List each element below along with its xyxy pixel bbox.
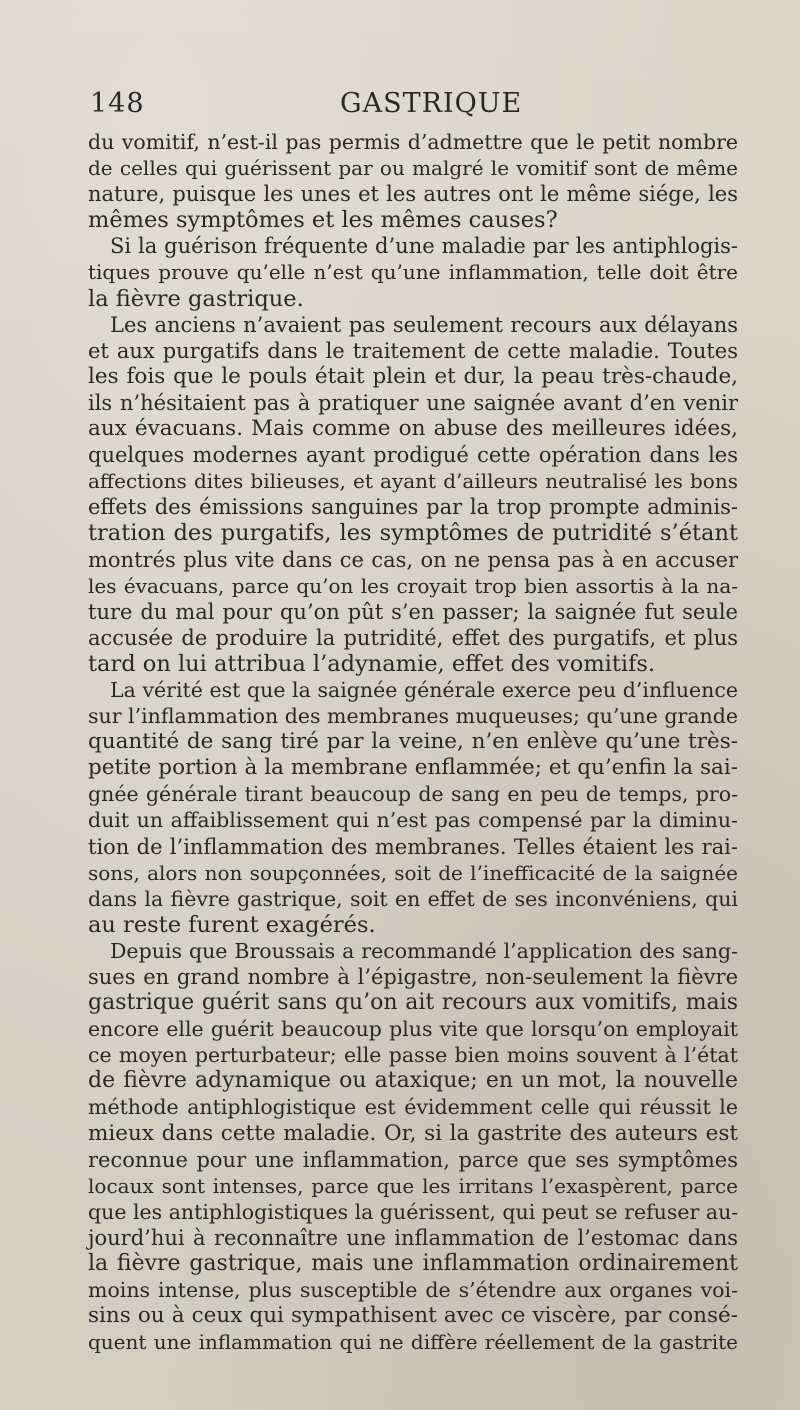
running-title: GASTRIQUE bbox=[340, 88, 523, 119]
text-line: accusée de produire la putridité, effet des purgatifs, et plus bbox=[88, 625, 738, 650]
text-line: effets des émissions sanguines par la trop prompte adminis- bbox=[88, 495, 738, 520]
text-line: reconnue pour une inflammation, parce que ses symptômes bbox=[88, 1147, 738, 1172]
text-line: nature, puisque les unes et les autres ont le même siége, les bbox=[88, 182, 738, 207]
text-line: méthode antiphlogistique est évidemment celle qui réussit le bbox=[88, 1095, 738, 1120]
running-head bbox=[80, 88, 740, 128]
text-line: quantité de sang tiré par la veine, n’en enlève qu’une très- bbox=[88, 729, 738, 755]
text-line: moins intense, plus susceptible de s’étendre aux organes voi- bbox=[88, 1278, 738, 1303]
text-line: ils n’hésitaient pas à pratiquer une saignée avant d’en venir bbox=[88, 390, 738, 415]
text-line: Si la guérison fréquente d’une maladie par les antiphlogis- bbox=[110, 234, 738, 259]
text-line: sur l’inflammation des membranes muqueuses; qu’une grande bbox=[88, 704, 738, 729]
text-line: la fièvre gastrique, mais une inflammation ordinairement bbox=[88, 1251, 738, 1277]
text-line: montrés plus vite dans ce cas, on ne pensa pas à en accuser bbox=[88, 547, 738, 572]
text-line: Les anciens n’avaient pas seulement recours aux délayans bbox=[110, 312, 738, 337]
page-number: 148 bbox=[90, 88, 145, 119]
text-line: La vérité est que la saignée générale exerce peu d’influence bbox=[110, 677, 738, 702]
text-line: les fois que le pouls était plein et dur, la peau très-chaude, bbox=[88, 363, 738, 389]
text-line: et aux purgatifs dans le traitement de cette maladie. Toutes bbox=[88, 338, 738, 363]
text-line: affections dites bilieuses, et ayant d’ailleurs neutralisé les bons bbox=[88, 469, 738, 494]
text-line: gnée générale tirant beaucoup de sang en peu de temps, pro- bbox=[88, 782, 738, 807]
text-line: sues en grand nombre à l’épigastre, non-seulement la fièvre bbox=[88, 965, 738, 989]
text-line: quelques modernes ayant prodigué cette opération dans les bbox=[88, 443, 738, 468]
text-line: que les antiphlogistiques la guérissent, qui peut se refuser au- bbox=[88, 1199, 739, 1224]
text-line: quent une inflammation qui ne diffère réellement de la gastrite bbox=[88, 1330, 738, 1355]
text-line: sons, alors non soupçonnées, soit de l’inefficacité de la saignée bbox=[88, 860, 738, 885]
text-line: petite portion à la membrane enflammée; et qu’enfin la sai- bbox=[88, 755, 738, 781]
text-line: du vomitif, n’est-il pas permis d’admettre que le petit nombre bbox=[88, 130, 738, 154]
text-line: ture du mal pour qu’on pût s’en passer; la saignée fut seule bbox=[88, 599, 738, 624]
text-line: de fièvre adynamique ou ataxique; en un mot, la nouvelle bbox=[88, 1068, 738, 1094]
text-line: jourd’hui à reconnaître une inflammation de l’estomac dans bbox=[88, 1225, 738, 1250]
text-line: la fièvre gastrique. bbox=[88, 285, 304, 312]
text-line: duit un affaiblissement qui n’est pas compensé par la diminu- bbox=[88, 808, 738, 833]
text-line: de celles qui guérissent par ou malgré le vomitif sont de même bbox=[88, 156, 738, 181]
text-line: aux évacuans. Mais comme on abuse des meilleures idées, bbox=[88, 416, 738, 442]
text-line: mieux dans cette maladie. Or, si la gastrite des auteurs est bbox=[88, 1120, 738, 1146]
text-line: sins ou à ceux qui sympathisent avec ce viscère, par consé- bbox=[88, 1303, 738, 1329]
text-line: tiques prouve qu’elle n’est qu’une inflammation, telle doit être bbox=[88, 260, 738, 285]
text-line: tration des purgatifs, les symptômes de putridité s’étant bbox=[88, 520, 738, 547]
text-line: mêmes symptômes et les mêmes causes? bbox=[88, 207, 558, 234]
text-line: ce moyen perturbateur; elle passe bien moins souvent à l’état bbox=[88, 1043, 738, 1068]
text-line: tard on lui attribua l’adynamie, effet des vomitifs. bbox=[88, 650, 656, 677]
text-line: Depuis que Broussais a recommandé l’application des sang- bbox=[110, 938, 738, 963]
body-text bbox=[88, 129, 738, 1355]
text-line: locaux sont intenses, parce que les irritans l’exaspèrent, parce bbox=[88, 1173, 738, 1198]
text-line: au reste furent exagérés. bbox=[88, 911, 376, 938]
text-line: encore elle guérit beaucoup plus vite que lorsqu’on employait bbox=[88, 1017, 738, 1042]
text-line: gastrique guérit sans qu’on ait recours aux vomitifs, mais bbox=[88, 990, 738, 1016]
text-line: les évacuans, parce qu’on les croyait trop bien assortis à la na- bbox=[88, 573, 738, 598]
text-line: tion de l’inflammation des membranes. Telles étaient les rai- bbox=[88, 834, 738, 859]
text-line: dans la fièvre gastrique, soit en effet de ses inconvéniens, qui bbox=[88, 886, 738, 911]
